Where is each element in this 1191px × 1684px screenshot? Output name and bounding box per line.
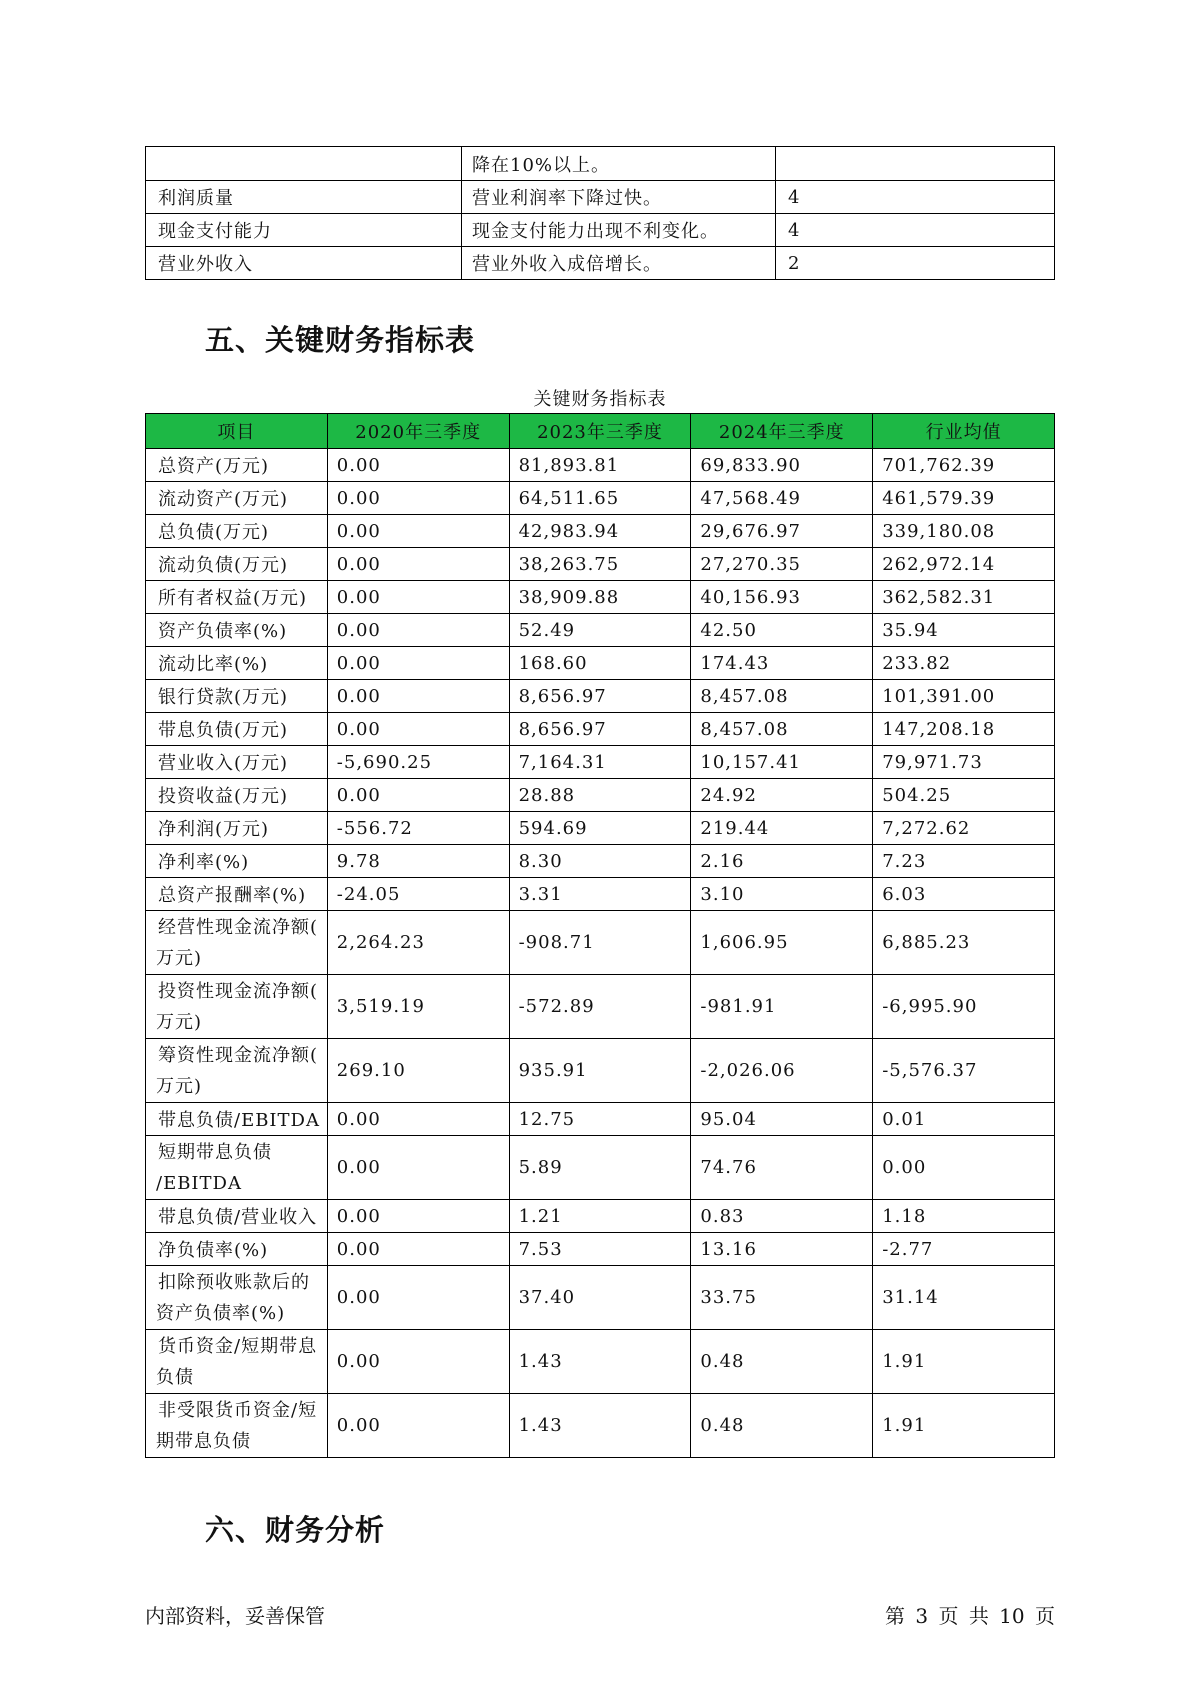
value-cell-v2023: 168.60 xyxy=(509,647,691,680)
value-cell-v2020: 0.00 xyxy=(327,647,509,680)
table-row xyxy=(146,713,1055,746)
value-cell-v2020: 0.00 xyxy=(327,482,509,515)
risk-item-cell xyxy=(146,147,462,181)
row-label-line: /EBITDA xyxy=(156,1172,242,1194)
row-label-cell: 流动负债(万元) xyxy=(146,548,328,581)
row-label-line: 万元) xyxy=(156,1011,203,1033)
key-financial-table xyxy=(145,413,1055,1458)
table-row xyxy=(146,1136,1055,1200)
column-header: 2023年三季度 xyxy=(509,414,691,449)
column-header: 项目 xyxy=(146,414,328,449)
value-cell-v2020: 0.00 xyxy=(327,1266,509,1330)
value-cell-v2023: 38,909.88 xyxy=(509,581,691,614)
value-cell-v2020: 269.10 xyxy=(327,1039,509,1103)
value-cell-v2023: 38,263.75 xyxy=(509,548,691,581)
value-cell-v2020: 3,519.19 xyxy=(327,975,509,1039)
column-header: 2024年三季度 xyxy=(691,414,873,449)
row-label-cell xyxy=(146,1330,328,1394)
value-cell-v2024: 0.48 xyxy=(691,1394,873,1458)
value-cell-v2020: 0.00 xyxy=(327,548,509,581)
value-cell-v2024: 0.83 xyxy=(691,1200,873,1233)
value-cell-v2023: 935.91 xyxy=(509,1039,691,1103)
value-cell-v2023: -908.71 xyxy=(509,911,691,975)
row-label-cell xyxy=(146,1266,328,1330)
table-row xyxy=(146,845,1055,878)
table-row xyxy=(146,548,1055,581)
footer-confidential-note: 内部资料，妥善保管 xyxy=(145,1604,325,1628)
value-cell-v2024: 74.76 xyxy=(691,1136,873,1200)
value-cell-avg: 701,762.39 xyxy=(873,449,1055,482)
row-label-line: 非受限货币资金/短 xyxy=(158,1399,318,1421)
risk-item-cell: 利润质量 xyxy=(146,181,462,214)
risk-item-cell: 营业外收入 xyxy=(146,247,462,280)
value-cell-v2020: 0.00 xyxy=(327,1136,509,1200)
row-label-cell: 净利润(万元) xyxy=(146,812,328,845)
value-cell-v2024: -981.91 xyxy=(691,975,873,1039)
row-label-line: 货币资金/短期带息 xyxy=(158,1335,318,1357)
row-label-cell xyxy=(146,1136,328,1200)
value-cell-v2024: 47,568.49 xyxy=(691,482,873,515)
row-label-line: 期带息负债 xyxy=(156,1430,251,1452)
value-cell-v2023: 37.40 xyxy=(509,1266,691,1330)
value-cell-avg: 147,208.18 xyxy=(873,713,1055,746)
row-label-cell: 投资收益(万元) xyxy=(146,779,328,812)
table-header-row xyxy=(146,414,1055,449)
value-cell-v2023: 594.69 xyxy=(509,812,691,845)
risk-items-table xyxy=(145,146,1055,280)
table-row xyxy=(146,147,1055,181)
row-label-cell: 带息负债/营业收入 xyxy=(146,1200,328,1233)
column-header: 2020年三季度 xyxy=(327,414,509,449)
row-label-cell: 流动比率(%) xyxy=(146,647,328,680)
table-row xyxy=(146,812,1055,845)
value-cell-v2023: 64,511.65 xyxy=(509,482,691,515)
table-row xyxy=(146,214,1055,247)
table-row xyxy=(146,680,1055,713)
value-cell-v2023: 52.49 xyxy=(509,614,691,647)
row-label-cell: 总负债(万元) xyxy=(146,515,328,548)
value-cell-avg: 7,272.62 xyxy=(873,812,1055,845)
value-cell-avg: 504.25 xyxy=(873,779,1055,812)
value-cell-v2024: 174.43 xyxy=(691,647,873,680)
table-row xyxy=(146,975,1055,1039)
row-label-cell xyxy=(146,975,328,1039)
value-cell-avg: 7.23 xyxy=(873,845,1055,878)
table-row xyxy=(146,1330,1055,1394)
row-label-cell xyxy=(146,1039,328,1103)
value-cell-v2023: 12.75 xyxy=(509,1103,691,1136)
value-cell-v2020: 2,264.23 xyxy=(327,911,509,975)
row-label-line: 扣除预收账款后的 xyxy=(158,1271,310,1293)
value-cell-v2023: 7,164.31 xyxy=(509,746,691,779)
value-cell-avg: -2.77 xyxy=(873,1233,1055,1266)
row-label-cell: 带息负债/EBITDA xyxy=(146,1103,328,1136)
value-cell-v2020: 0.00 xyxy=(327,713,509,746)
value-cell-v2023: 28.88 xyxy=(509,779,691,812)
value-cell-v2020: 0.00 xyxy=(327,614,509,647)
table-row xyxy=(146,581,1055,614)
value-cell-v2024: 33.75 xyxy=(691,1266,873,1330)
value-cell-avg: -6,995.90 xyxy=(873,975,1055,1039)
value-cell-v2020: 0.00 xyxy=(327,515,509,548)
table-row xyxy=(146,614,1055,647)
value-cell-v2024: 42.50 xyxy=(691,614,873,647)
value-cell-v2024: 13.16 xyxy=(691,1233,873,1266)
row-label-cell: 带息负债(万元) xyxy=(146,713,328,746)
row-label-line: 投资性现金流净额( xyxy=(158,980,319,1002)
row-label-cell: 银行贷款(万元) xyxy=(146,680,328,713)
value-cell-avg: 79,971.73 xyxy=(873,746,1055,779)
value-cell-avg: 262,972.14 xyxy=(873,548,1055,581)
value-cell-v2023: 8,656.97 xyxy=(509,680,691,713)
value-cell-v2020: 0.00 xyxy=(327,1330,509,1394)
risk-score-cell: 4 xyxy=(776,181,1055,214)
value-cell-v2023: 8,656.97 xyxy=(509,713,691,746)
row-label-line: 短期带息负债 xyxy=(158,1141,272,1163)
value-cell-v2020: 0.00 xyxy=(327,779,509,812)
value-cell-v2024: -2,026.06 xyxy=(691,1039,873,1103)
value-cell-v2020: -556.72 xyxy=(327,812,509,845)
value-cell-v2024: 24.92 xyxy=(691,779,873,812)
table-row xyxy=(146,515,1055,548)
value-cell-avg: 0.00 xyxy=(873,1136,1055,1200)
value-cell-v2020: 9.78 xyxy=(327,845,509,878)
row-label-cell: 所有者权益(万元) xyxy=(146,581,328,614)
value-cell-v2024: 95.04 xyxy=(691,1103,873,1136)
value-cell-v2020: 0.00 xyxy=(327,449,509,482)
row-label-line: 经营性现金流净额( xyxy=(158,916,319,938)
row-label-cell: 净利率(%) xyxy=(146,845,328,878)
value-cell-avg: 6,885.23 xyxy=(873,911,1055,975)
value-cell-v2024: 69,833.90 xyxy=(691,449,873,482)
value-cell-v2020: 0.00 xyxy=(327,1103,509,1136)
row-label-line: 万元) xyxy=(156,947,203,969)
row-label-line: 负债 xyxy=(156,1366,194,1388)
value-cell-avg: 233.82 xyxy=(873,647,1055,680)
table-row xyxy=(146,1266,1055,1330)
value-cell-avg: 461,579.39 xyxy=(873,482,1055,515)
table-row xyxy=(146,1200,1055,1233)
value-cell-v2024: 2.16 xyxy=(691,845,873,878)
row-label-cell xyxy=(146,911,328,975)
value-cell-v2024: 40,156.93 xyxy=(691,581,873,614)
value-cell-v2023: 1.21 xyxy=(509,1200,691,1233)
table-row xyxy=(146,878,1055,911)
table-row xyxy=(146,1233,1055,1266)
table-row xyxy=(146,449,1055,482)
value-cell-avg: -5,576.37 xyxy=(873,1039,1055,1103)
value-cell-v2023: 5.89 xyxy=(509,1136,691,1200)
value-cell-v2024: 29,676.97 xyxy=(691,515,873,548)
value-cell-avg: 362,582.31 xyxy=(873,581,1055,614)
value-cell-avg: 1.91 xyxy=(873,1330,1055,1394)
table-row xyxy=(146,1103,1055,1136)
risk-score-cell: 4 xyxy=(776,214,1055,247)
table-row xyxy=(146,247,1055,280)
row-label-line: 万元) xyxy=(156,1075,203,1097)
column-header: 行业均值 xyxy=(873,414,1055,449)
value-cell-avg: 35.94 xyxy=(873,614,1055,647)
value-cell-v2023: 1.43 xyxy=(509,1330,691,1394)
value-cell-avg: 1.91 xyxy=(873,1394,1055,1458)
risk-score-cell xyxy=(776,147,1055,181)
value-cell-avg: 31.14 xyxy=(873,1266,1055,1330)
footer-page-number: 第 3 页 共 10 页 xyxy=(885,1604,1055,1628)
value-cell-v2020: 0.00 xyxy=(327,1394,509,1458)
table-row xyxy=(146,482,1055,515)
value-cell-v2024: 8,457.08 xyxy=(691,680,873,713)
value-cell-v2023: 1.43 xyxy=(509,1394,691,1458)
value-cell-v2023: 8.30 xyxy=(509,845,691,878)
row-label-cell: 流动资产(万元) xyxy=(146,482,328,515)
value-cell-v2024: 0.48 xyxy=(691,1330,873,1394)
risk-desc-cell: 现金支付能力出现不利变化。 xyxy=(462,214,776,247)
table-row xyxy=(146,181,1055,214)
section-heading: 六、财务分析 xyxy=(205,1513,386,1547)
table-row xyxy=(146,779,1055,812)
value-cell-avg: 101,391.00 xyxy=(873,680,1055,713)
table-row xyxy=(146,1039,1055,1103)
risk-desc-cell: 营业外收入成倍增长。 xyxy=(462,247,776,280)
value-cell-v2024: 8,457.08 xyxy=(691,713,873,746)
table-row xyxy=(146,647,1055,680)
row-label-line: 筹资性现金流净额( xyxy=(158,1044,319,1066)
risk-desc-cell: 营业利润率下降过快。 xyxy=(462,181,776,214)
value-cell-avg: 1.18 xyxy=(873,1200,1055,1233)
value-cell-v2023: 7.53 xyxy=(509,1233,691,1266)
risk-score-cell: 2 xyxy=(776,247,1055,280)
row-label-cell xyxy=(146,1394,328,1458)
value-cell-v2023: 42,983.94 xyxy=(509,515,691,548)
value-cell-v2020: 0.00 xyxy=(327,680,509,713)
table-caption: 关键财务指标表 xyxy=(533,389,667,410)
value-cell-avg: 339,180.08 xyxy=(873,515,1055,548)
value-cell-v2023: 3.31 xyxy=(509,878,691,911)
value-cell-avg: 0.01 xyxy=(873,1103,1055,1136)
row-label-cell: 资产负债率(%) xyxy=(146,614,328,647)
value-cell-v2023: -572.89 xyxy=(509,975,691,1039)
row-label-cell: 营业收入(万元) xyxy=(146,746,328,779)
value-cell-v2024: 3.10 xyxy=(691,878,873,911)
table-row xyxy=(146,1394,1055,1458)
value-cell-v2020: -5,690.25 xyxy=(327,746,509,779)
table-row xyxy=(146,911,1055,975)
value-cell-v2020: 0.00 xyxy=(327,1233,509,1266)
value-cell-v2024: 219.44 xyxy=(691,812,873,845)
value-cell-v2024: 27,270.35 xyxy=(691,548,873,581)
value-cell-v2024: 10,157.41 xyxy=(691,746,873,779)
value-cell-avg: 6.03 xyxy=(873,878,1055,911)
row-label-cell: 净负债率(%) xyxy=(146,1233,328,1266)
table-row xyxy=(146,746,1055,779)
row-label-cell: 总资产(万元) xyxy=(146,449,328,482)
value-cell-v2020: -24.05 xyxy=(327,878,509,911)
section-heading: 五、关键财务指标表 xyxy=(205,323,476,357)
value-cell-v2023: 81,893.81 xyxy=(509,449,691,482)
row-label-line: 资产负债率(%) xyxy=(156,1302,286,1324)
value-cell-v2024: 1,606.95 xyxy=(691,911,873,975)
value-cell-v2020: 0.00 xyxy=(327,1200,509,1233)
risk-desc-cell: 降在10%以上。 xyxy=(462,147,776,181)
risk-item-cell: 现金支付能力 xyxy=(146,214,462,247)
value-cell-v2020: 0.00 xyxy=(327,581,509,614)
row-label-cell: 总资产报酬率(%) xyxy=(146,878,328,911)
